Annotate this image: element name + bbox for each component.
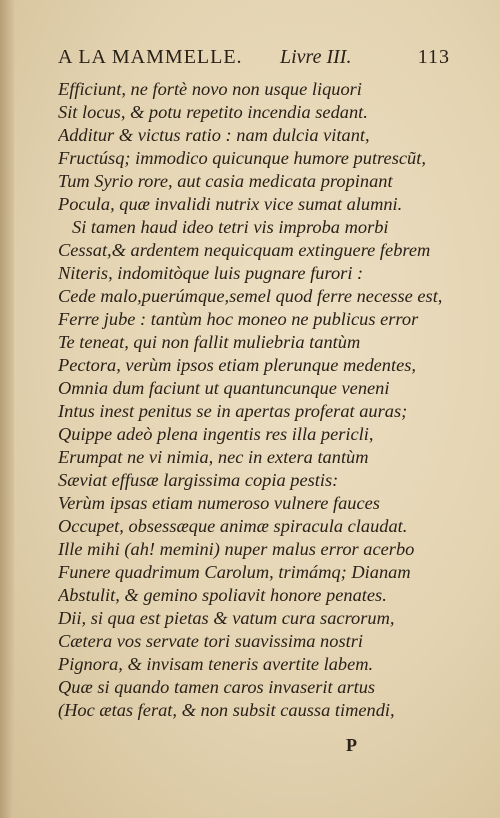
page-number: 113: [417, 46, 450, 68]
verse-line: Ferre jube : tantùm hoc moneo ne publicus error: [58, 309, 419, 329]
verse-line: Cessat,& ardentem nequicquam extinguere febrem: [58, 240, 431, 260]
verse-line: Erumpat ne vi nimia, nec in extera tantùm: [58, 447, 369, 467]
verse-line: Intus inest penitus se in apertas proferat auras;: [58, 401, 408, 421]
page-header: [58, 46, 450, 74]
page-gutter: [0, 0, 14, 818]
verse-line: Pectora, verùm ipsos etiam plerunque medentes,: [58, 355, 417, 375]
verse-line: Omnia dum faciunt ut quantuncunque veneni: [58, 378, 390, 398]
running-title: A LA MAMMELLE.: [58, 46, 243, 68]
verse-line: Ille mihi (ah! memini) nuper malus error acerbo: [58, 539, 415, 559]
verse-line: (Hoc ætas ferat, & non subsit caussa timendi,: [58, 700, 395, 720]
verse-line: Sæviat effusæ largissima copia pestis:: [58, 470, 339, 490]
verse-line: Tum Syrio rore, aut casia medicata propinant: [58, 171, 393, 191]
verse-line: Abstulit, & gemino spoliavit honore penates.: [58, 585, 387, 605]
book-label: Livre III.: [280, 46, 352, 68]
verse-line: Pignora, & invisam teneris avertite labem.: [58, 654, 374, 674]
verse-line: Cætera vos servate tori suavissima nostri: [58, 631, 363, 651]
verse-line: Te teneat, qui non fallit muliebria tantùm: [58, 332, 361, 352]
verse-line: Additur & victus ratio : nam dulcia vitant,: [58, 125, 370, 145]
verse-line: Cede malo,puerúmque,semel quod ferre necesse est,: [58, 286, 443, 306]
verse-line: Efficiunt, ne fortè novo non usque liquori: [58, 79, 362, 99]
verse-line: Funere quadrimum Carolum, trimámq; Dianam: [58, 562, 411, 582]
verse-line: Quæ si quando tamen caros invaserit artus: [58, 677, 376, 697]
verse-line: Sit locus, & potu repetito incendia sedant.: [58, 102, 368, 122]
verse-line: Dii, si qua est pietas & vatum cura sacrorum,: [58, 608, 395, 628]
verse-line: Fructúsq; immodico quicunque humore putrescũt,: [58, 148, 426, 168]
verse-line: Quippe adeò plena ingentis res illa pericli,: [58, 424, 374, 444]
verse-line: Verùm ipsas etiam numeroso vulnere fauces: [58, 493, 380, 513]
verse-line: Niteris, indomitòque luis pugnare furori :: [58, 263, 364, 283]
verse-line: Si tamen haud ideo tetri vis improba morbi: [72, 217, 389, 237]
verse-line: Pocula, quæ invalidi nutrix vice sumat alumni.: [58, 194, 403, 214]
verse-line: Occupet, obsessæque animæ spiracula claudat.: [58, 516, 408, 536]
signature-mark: P: [346, 735, 357, 755]
